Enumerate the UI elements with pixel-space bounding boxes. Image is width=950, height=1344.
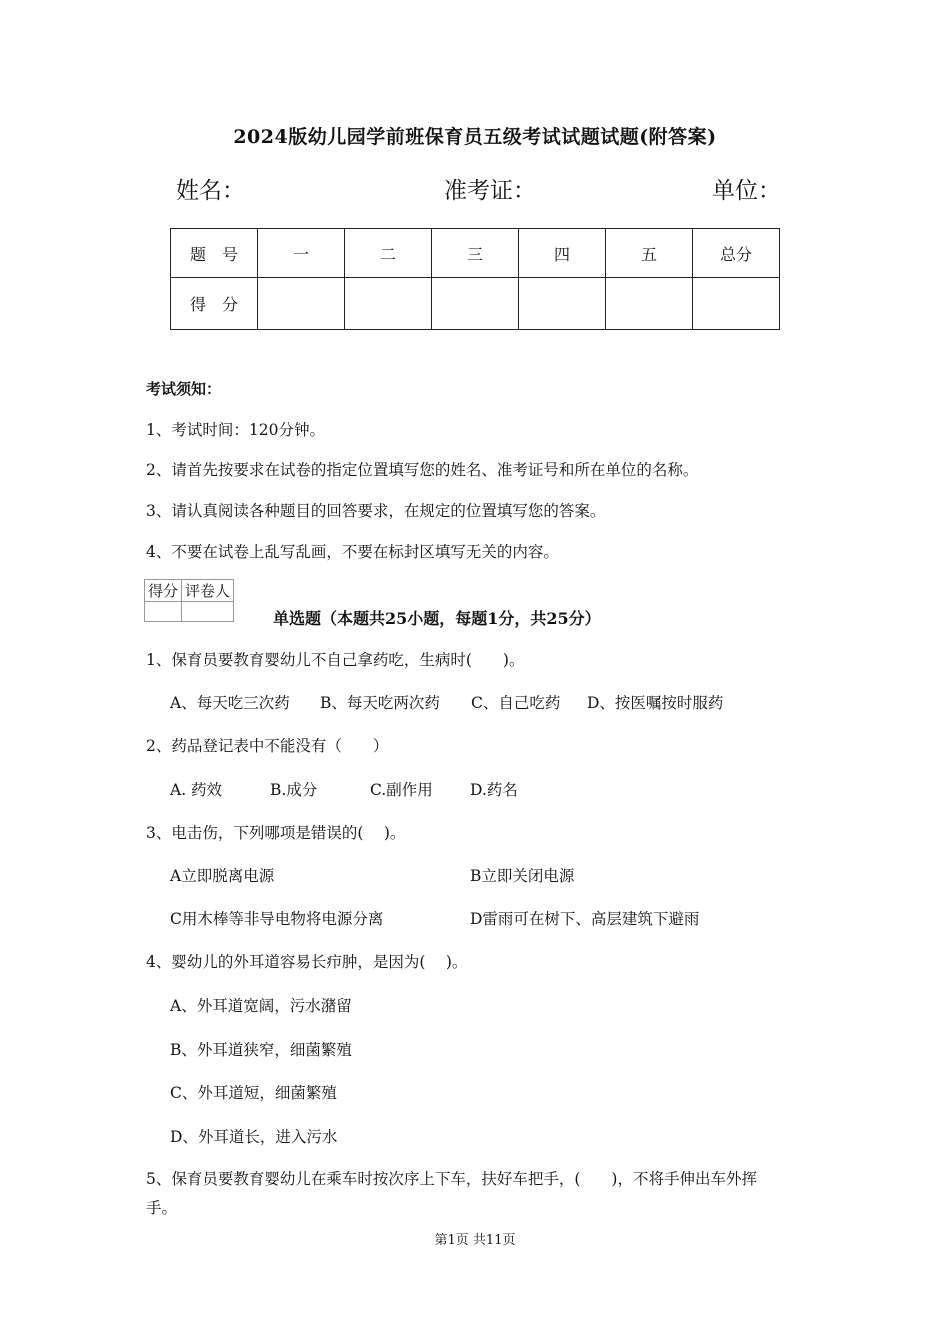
- question-option: D雷雨可在树下、高层建筑下避雨: [470, 910, 700, 928]
- score-table-header-cell: 四: [519, 229, 606, 278]
- notice-item: 4、不要在试卷上乱写乱画，不要在标封区填写无关的内容。: [146, 543, 559, 561]
- score-table-score-row: [171, 278, 780, 330]
- grader-score-label: 得分: [145, 580, 182, 602]
- grader-reviewer-cell: [182, 602, 234, 622]
- section-title: 单选题（本题共25小题，每题1分，共25分）: [273, 609, 601, 628]
- score-cell: [606, 278, 693, 330]
- score-table-header-cell: 一: [258, 229, 345, 278]
- name-field-label: 姓名：: [176, 178, 245, 204]
- question-stem: 1、保育员要教育婴幼儿不自己拿药吃，生病时( )。: [146, 651, 525, 669]
- question-option: B.成分: [270, 781, 318, 799]
- notice-item: 3、请认真阅读各种题目的回答要求，在规定的位置填写您的答案。: [146, 502, 606, 520]
- score-table-header-cell: 题 号: [171, 229, 258, 278]
- score-table: [170, 228, 780, 330]
- grader-box: [144, 579, 234, 622]
- question-stem: 4、婴幼儿的外耳道容易长疖肿，是因为( )。: [146, 953, 468, 971]
- exam-id-field-label: 准考证：: [444, 178, 536, 204]
- question-option: C.副作用: [370, 781, 433, 799]
- question-option: B、每天吃两次药: [320, 694, 440, 712]
- grader-reviewer-label: 评卷人: [182, 580, 234, 602]
- score-cell: [432, 278, 519, 330]
- question-option: D、外耳道长，进入污水: [170, 1128, 338, 1146]
- score-table-header-row: [171, 229, 780, 278]
- question-stem: 3、电击伤，下列哪项是错误的( )。: [146, 824, 406, 842]
- question-option: A、每天吃三次药: [170, 694, 290, 712]
- notice-heading: 考试须知：: [146, 380, 222, 398]
- score-cell: [519, 278, 606, 330]
- grader-score-cell: [145, 602, 182, 622]
- score-cell: [693, 278, 780, 330]
- question-stem: 5、保育员要教育婴幼儿在乘车时按次序上下车，扶好车把手，( )，不将手伸出车外挥: [146, 1170, 757, 1188]
- question-option: B立即关闭电源: [470, 867, 575, 885]
- question-stem: 2、药品登记表中不能没有（ ）: [146, 737, 389, 755]
- score-table-header-cell: 三: [432, 229, 519, 278]
- score-table-header-cell: 总分: [693, 229, 780, 278]
- question-option: D、按医嘱按时服药: [587, 694, 724, 712]
- score-table-header-cell: 二: [345, 229, 432, 278]
- question-stem-continued: 手。: [146, 1199, 178, 1217]
- question-option: C、外耳道短，细菌繁殖: [170, 1084, 337, 1102]
- question-option: C用木棒等非导电物将电源分离: [170, 910, 384, 928]
- question-option: A. 药效: [170, 781, 223, 799]
- question-option: A、外耳道宽阔，污水潴留: [170, 997, 352, 1015]
- notice-item: 2、请首先按要求在试卷的指定位置填写您的姓名、准考证号和所在单位的名称。: [146, 461, 699, 479]
- question-option: D.药名: [470, 781, 518, 799]
- page-footer: 第1页 共11页: [434, 1233, 516, 1248]
- document-title: 2024版幼儿园学前班保育员五级考试试题试题(附答案): [233, 126, 717, 148]
- score-cell: [258, 278, 345, 330]
- score-row-label: 得 分: [171, 278, 258, 330]
- question-option: A立即脱离电源: [170, 867, 275, 885]
- score-table-header-cell: 五: [606, 229, 693, 278]
- unit-field-label: 单位：: [712, 178, 781, 204]
- notice-item: 1、考试时间：120分钟。: [146, 421, 325, 439]
- question-option: C、自己吃药: [471, 694, 561, 712]
- score-cell: [345, 278, 432, 330]
- question-option: B、外耳道狭窄，细菌繁殖: [170, 1041, 352, 1059]
